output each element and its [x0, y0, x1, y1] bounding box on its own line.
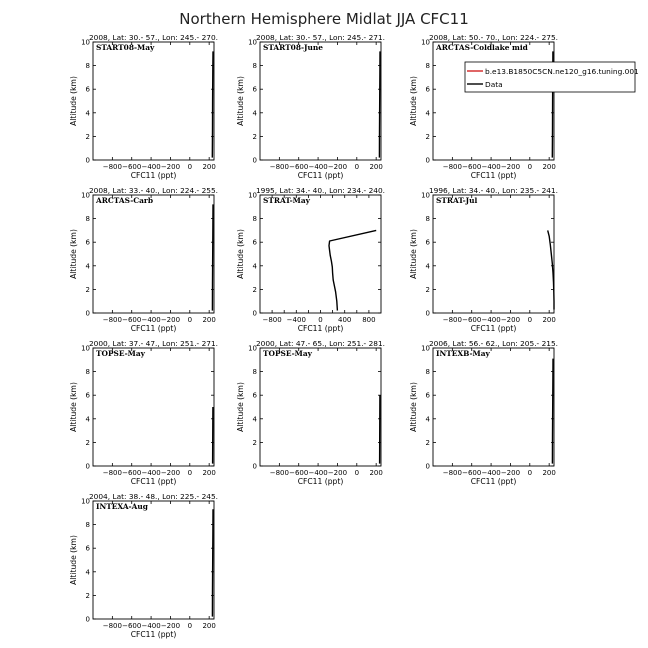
- series-line-data: [212, 204, 213, 310]
- x-tick-label: 0: [318, 316, 323, 324]
- y-tick-label: 4: [85, 415, 90, 424]
- x-tick-label: 0: [187, 469, 193, 477]
- y-tick-label: 4: [252, 415, 257, 424]
- figure-title: Northern Hemisphere Midlat JJA CFC11: [179, 10, 469, 28]
- legend: [465, 62, 639, 92]
- y-tick-label: 8: [85, 368, 90, 377]
- y-tick-label: 6: [252, 391, 257, 400]
- plot-frame: [260, 348, 381, 466]
- x-tick-label: −800: [102, 163, 122, 171]
- x-tick-label: −200: [500, 316, 521, 324]
- x-tick-label: −200: [160, 163, 181, 171]
- y-axis-label: Altitude (km): [236, 229, 245, 279]
- y-tick-label: 6: [252, 85, 257, 94]
- panel-1: [69, 33, 218, 180]
- y-tick-label: 10: [81, 497, 90, 506]
- y-tick-label: 0: [85, 462, 90, 471]
- panel-header: 2008, Lat: 33.- 40., Lon: 224.- 255.: [88, 186, 219, 195]
- y-tick-label: 2: [252, 132, 257, 141]
- plot-frame: [260, 195, 381, 313]
- y-tick-label: 0: [85, 615, 90, 624]
- x-tick-label: −800: [442, 163, 462, 171]
- y-tick-label: 10: [81, 38, 90, 47]
- panel-grid: [69, 33, 558, 639]
- y-tick-label: 10: [248, 191, 257, 200]
- x-tick-label: −600: [289, 469, 309, 477]
- panel-5: [236, 186, 385, 333]
- y-tick-label: 8: [252, 215, 257, 224]
- panel-10: [69, 492, 218, 639]
- y-axis-label: Altitude (km): [409, 382, 418, 432]
- y-tick-label: 4: [252, 262, 257, 271]
- panel-header: 1996, Lat: 34.- 40., Lon: 235.- 241.: [428, 186, 559, 195]
- x-tick-label: 0: [187, 316, 193, 324]
- x-axis-label: CFC11 (ppt): [297, 324, 344, 333]
- x-tick-label: −200: [160, 316, 181, 324]
- x-tick-label: −400: [141, 316, 161, 324]
- legend-label-model: b.e13.B1850C5CN.ne120_g16.tuning.001: [485, 67, 639, 76]
- panel-9: [409, 339, 558, 486]
- x-axis-label: CFC11 (ppt): [297, 171, 344, 180]
- y-axis-label: Altitude (km): [409, 76, 418, 126]
- x-axis-label: CFC11 (ppt): [470, 477, 517, 486]
- panel-header: 2004, Lat: 38.- 48., Lon: 225.- 245.: [88, 492, 219, 501]
- y-tick-label: 10: [81, 191, 90, 200]
- x-tick-label: 200: [542, 469, 556, 477]
- plot-frame: [93, 348, 214, 466]
- x-tick-label: −200: [327, 469, 348, 477]
- y-tick-label: 2: [85, 132, 90, 141]
- panel-header: 2008, Lat: 50.- 70., Lon: 224.- 275.: [428, 33, 559, 42]
- series-line-data: [329, 230, 376, 310]
- x-tick-label: −600: [122, 163, 142, 171]
- x-tick-label: 200: [542, 316, 556, 324]
- y-tick-label: 4: [425, 109, 430, 118]
- x-tick-label: −200: [160, 469, 181, 477]
- y-tick-label: 4: [425, 415, 430, 424]
- plot-frame: [93, 195, 214, 313]
- y-tick-label: 2: [85, 438, 90, 447]
- x-tick-label: −600: [122, 316, 142, 324]
- x-tick-label: 0: [187, 163, 193, 171]
- y-tick-label: 8: [425, 62, 430, 71]
- panel-header: 1995, Lat: 34.- 40., Lon: 234.- 240.: [255, 186, 386, 195]
- y-tick-label: 0: [85, 156, 90, 165]
- y-tick-label: 0: [85, 309, 90, 318]
- x-tick-label: 400: [338, 316, 352, 324]
- y-tick-label: 8: [85, 215, 90, 224]
- x-tick-label: −400: [141, 163, 161, 171]
- y-tick-label: 8: [252, 62, 257, 71]
- x-tick-label: −800: [102, 316, 122, 324]
- x-tick-label: 0: [354, 469, 360, 477]
- x-tick-label: −400: [481, 469, 501, 477]
- series-line-data: [212, 51, 213, 157]
- legend-label-data: Data: [485, 80, 503, 89]
- x-tick-label: −600: [122, 469, 142, 477]
- y-tick-label: 4: [252, 109, 257, 118]
- x-tick-label: −800: [102, 622, 122, 630]
- y-tick-label: 2: [85, 285, 90, 294]
- panel-4: [69, 186, 218, 333]
- panel-2: [236, 33, 385, 180]
- x-tick-label: −800: [269, 163, 289, 171]
- x-tick-label: 0: [527, 316, 533, 324]
- y-tick-label: 6: [425, 391, 430, 400]
- x-tick-label: −800: [442, 469, 462, 477]
- y-tick-label: 4: [85, 568, 90, 577]
- panel-6: [409, 186, 558, 333]
- panel-header: 2000, Lat: 37.- 47., Lon: 251.- 271.: [88, 339, 219, 348]
- y-axis-label: Altitude (km): [236, 76, 245, 126]
- series-line-data: [379, 51, 380, 157]
- plot-frame: [93, 42, 214, 160]
- y-tick-label: 4: [85, 109, 90, 118]
- panel-header: 2000, Lat: 47.- 65., Lon: 251.- 281.: [255, 339, 386, 348]
- y-axis-label: Altitude (km): [69, 76, 78, 126]
- panel-header: 2006, Lat: 56.- 62., Lon: 205.- 215.: [428, 339, 559, 348]
- panel-header: 2008, Lat: 30.- 57., Lon: 245.- 270.: [88, 33, 219, 42]
- y-tick-label: 6: [85, 85, 90, 94]
- panel-8: [236, 339, 385, 486]
- x-tick-label: 0: [354, 163, 360, 171]
- panel-name: INTEXB-May: [436, 349, 490, 358]
- y-tick-label: 6: [425, 238, 430, 247]
- x-tick-label: −400: [481, 316, 501, 324]
- panel-name: TOPSE-May: [263, 349, 312, 358]
- x-tick-label: −600: [289, 163, 309, 171]
- panel-7: [69, 339, 218, 486]
- y-tick-label: 10: [81, 344, 90, 353]
- series-line-data: [552, 359, 553, 464]
- plot-frame: [433, 195, 554, 313]
- panel-name: ARCTAS-Coldlake mid: [436, 43, 528, 52]
- x-tick-label: −200: [327, 163, 348, 171]
- x-tick-label: 200: [202, 316, 216, 324]
- x-axis-label: CFC11 (ppt): [130, 324, 177, 333]
- y-tick-label: 10: [421, 38, 430, 47]
- panel-3: [409, 33, 558, 180]
- plot-frame: [433, 42, 554, 160]
- y-tick-label: 0: [252, 309, 257, 318]
- x-tick-label: −400: [141, 622, 161, 630]
- y-tick-label: 8: [425, 215, 430, 224]
- y-tick-label: 0: [252, 462, 257, 471]
- panel-name: START08-May: [96, 43, 155, 52]
- x-tick-label: −600: [462, 469, 482, 477]
- y-tick-label: 2: [252, 285, 257, 294]
- panel-name: INTEXA-Aug: [96, 502, 148, 511]
- x-tick-label: −800: [269, 469, 289, 477]
- x-tick-label: 200: [542, 163, 556, 171]
- x-tick-label: −200: [500, 469, 521, 477]
- x-tick-label: 200: [202, 163, 216, 171]
- x-tick-label: 800: [362, 316, 376, 324]
- y-tick-label: 6: [85, 391, 90, 400]
- x-tick-label: 0: [187, 622, 193, 630]
- x-tick-label: −800: [442, 316, 462, 324]
- panel-name: TOPSE-May: [96, 349, 145, 358]
- y-tick-label: 0: [425, 156, 430, 165]
- y-tick-label: 2: [425, 132, 430, 141]
- y-axis-label: Altitude (km): [236, 382, 245, 432]
- y-tick-label: 8: [85, 521, 90, 530]
- x-tick-label: −400: [141, 469, 161, 477]
- y-tick-label: 6: [252, 238, 257, 247]
- plot-frame: [433, 348, 554, 466]
- y-tick-label: 4: [425, 262, 430, 271]
- y-tick-label: 2: [252, 438, 257, 447]
- x-tick-label: −600: [122, 622, 142, 630]
- x-tick-label: −400: [481, 163, 501, 171]
- x-axis-label: CFC11 (ppt): [130, 171, 177, 180]
- x-axis-label: CFC11 (ppt): [470, 171, 517, 180]
- y-tick-label: 6: [425, 85, 430, 94]
- x-tick-label: −400: [308, 469, 328, 477]
- panel-name: STRAT-Jul: [436, 196, 478, 205]
- y-tick-label: 8: [252, 368, 257, 377]
- y-tick-label: 6: [85, 544, 90, 553]
- x-tick-label: −800: [102, 469, 122, 477]
- x-tick-label: 200: [202, 469, 216, 477]
- x-tick-label: 0: [527, 469, 533, 477]
- x-tick-label: 200: [202, 622, 216, 630]
- x-tick-label: 0: [527, 163, 533, 171]
- y-tick-label: 2: [425, 285, 430, 294]
- x-tick-label: −400: [308, 163, 328, 171]
- plot-frame: [93, 501, 214, 619]
- y-axis-label: Altitude (km): [69, 229, 78, 279]
- y-tick-label: 10: [421, 191, 430, 200]
- y-tick-label: 10: [248, 38, 257, 47]
- y-axis-label: Altitude (km): [69, 535, 78, 585]
- y-tick-label: 2: [425, 438, 430, 447]
- x-tick-label: −600: [462, 316, 482, 324]
- series-line-data: [212, 509, 213, 616]
- x-axis-label: CFC11 (ppt): [297, 477, 344, 486]
- x-axis-label: CFC11 (ppt): [130, 477, 177, 486]
- panel-name: STRAT-May: [263, 196, 310, 205]
- panel-name: ARCTAS-Carb: [96, 196, 153, 205]
- x-tick-label: −800: [262, 316, 282, 324]
- x-axis-label: CFC11 (ppt): [130, 630, 177, 639]
- y-tick-label: 0: [425, 462, 430, 471]
- x-tick-label: 200: [369, 163, 383, 171]
- x-tick-label: −600: [462, 163, 482, 171]
- x-tick-label: −200: [500, 163, 521, 171]
- plot-frame: [260, 42, 381, 160]
- y-tick-label: 0: [252, 156, 257, 165]
- panel-header: 2008, Lat: 30.- 57., Lon: 245.- 271.: [255, 33, 386, 42]
- y-axis-label: Altitude (km): [409, 229, 418, 279]
- y-tick-label: 8: [425, 368, 430, 377]
- panel-name: START08-June: [263, 43, 323, 52]
- x-tick-label: −200: [160, 622, 181, 630]
- y-axis-label: Altitude (km): [69, 382, 78, 432]
- x-tick-label: −400: [286, 316, 306, 324]
- y-tick-label: 10: [248, 344, 257, 353]
- y-tick-label: 10: [421, 344, 430, 353]
- y-tick-label: 8: [85, 62, 90, 71]
- y-tick-label: 0: [425, 309, 430, 318]
- y-tick-label: 6: [85, 238, 90, 247]
- y-tick-label: 4: [85, 262, 90, 271]
- x-tick-label: 200: [369, 469, 383, 477]
- y-tick-label: 2: [85, 591, 90, 600]
- x-axis-label: CFC11 (ppt): [470, 324, 517, 333]
